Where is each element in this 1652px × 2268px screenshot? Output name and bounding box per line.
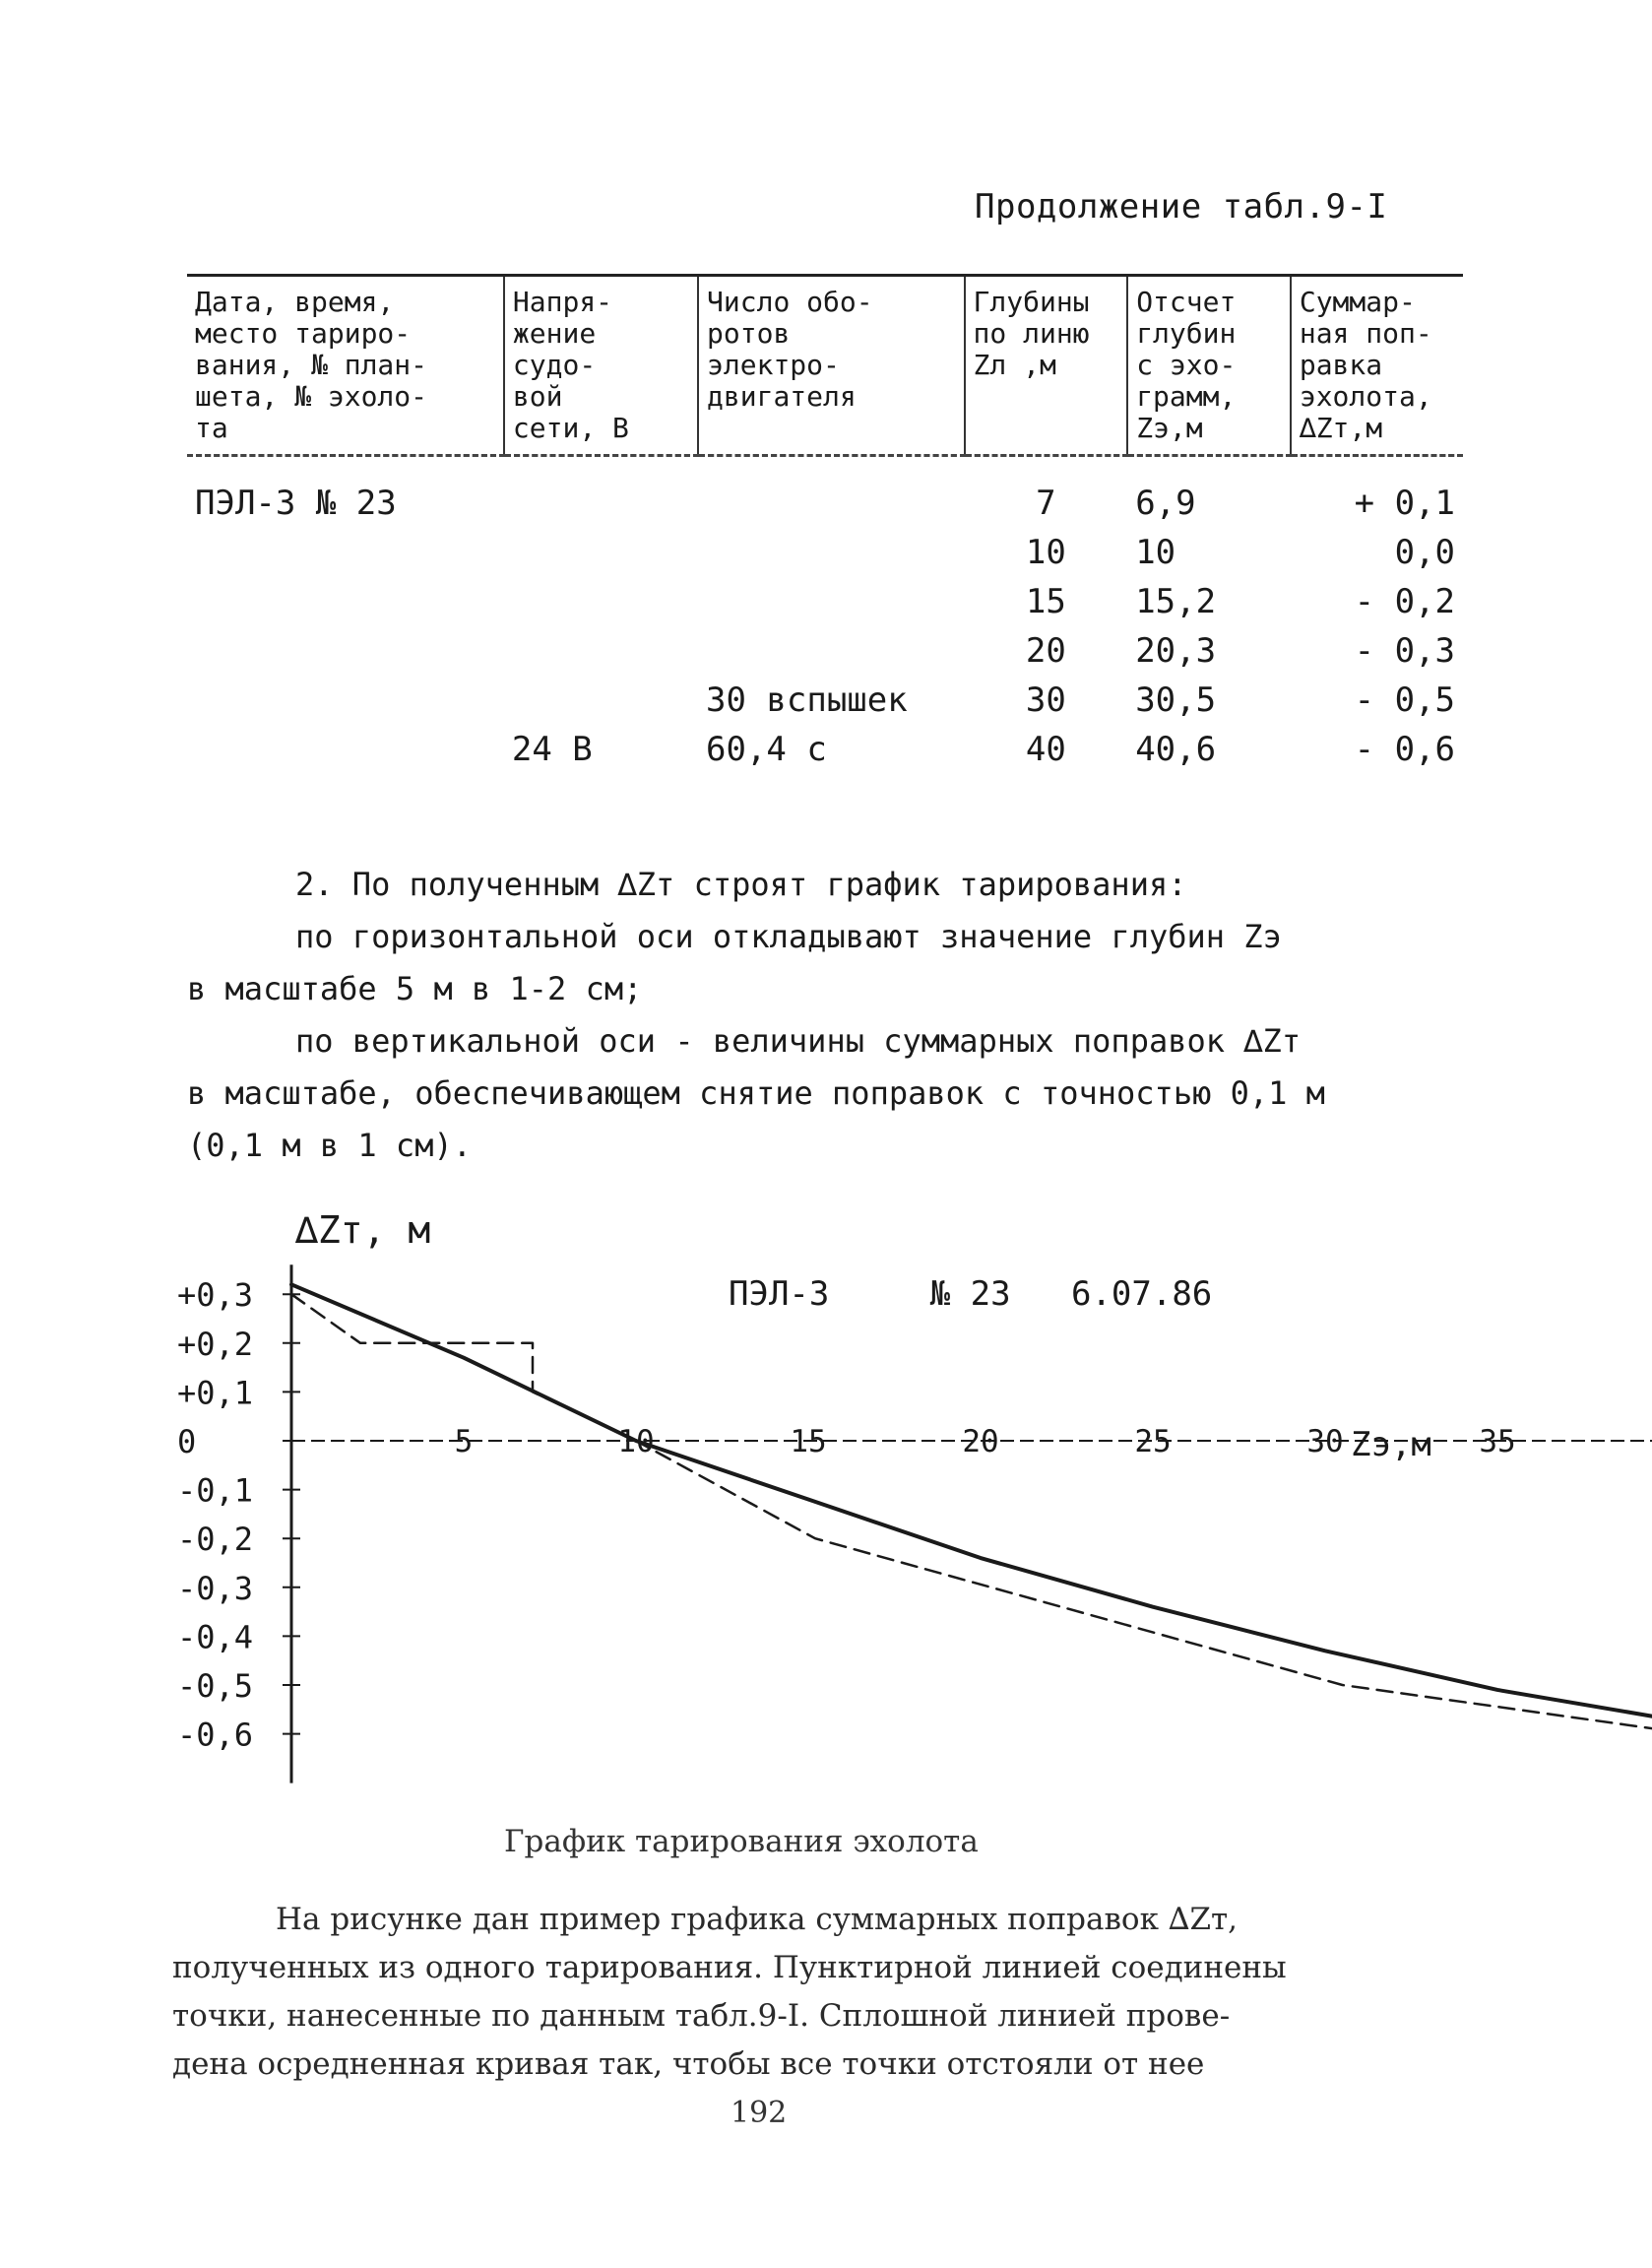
y-tick-label: +0,2 — [177, 1325, 254, 1363]
y-tick-label: +0,1 — [177, 1374, 254, 1412]
cell — [698, 626, 965, 676]
table-row — [187, 626, 1463, 676]
cell — [504, 626, 698, 676]
y-tick-label: -0,3 — [177, 1569, 254, 1607]
cell: 40 — [1025, 730, 1066, 769]
table-row — [187, 456, 1463, 529]
cell — [698, 577, 965, 626]
x-axis-label: Zэ,м — [1351, 1425, 1431, 1464]
cell: - 0,3 — [1354, 631, 1455, 671]
y-tick-label: -0,1 — [177, 1471, 254, 1510]
cell: 6,9 — [1135, 484, 1196, 523]
cell: - 0,5 — [1354, 680, 1455, 720]
cell: 20 — [1025, 631, 1066, 671]
cell: 30 вспышек — [706, 680, 908, 720]
cell — [187, 676, 504, 725]
cell: 10 — [1025, 533, 1066, 572]
paragraph-6: (0,1 м в 1 см). — [187, 1127, 472, 1164]
cell: 30,5 — [1135, 680, 1217, 720]
y-tick-label: -0,6 — [177, 1716, 254, 1754]
measured-points-line — [291, 1294, 1652, 1743]
y-tick-label: +0,3 — [177, 1276, 254, 1315]
cell: 40,6 — [1135, 730, 1217, 769]
x-tick-label: 25 — [1134, 1424, 1172, 1459]
body-line-3: точки, нанесенные по данным табл.9-I. Сплошной линией прове- — [172, 1998, 1231, 2034]
cell — [187, 577, 504, 626]
cell: 20,3 — [1135, 631, 1217, 671]
paragraph-1: 2. По полученным ∆Zт строят график тарирования: — [295, 866, 1187, 903]
col-header-rotations: Число обо- ротов электро- двигателя — [698, 276, 965, 456]
cell: - 0,6 — [1354, 730, 1455, 769]
cell — [698, 456, 965, 529]
col-header-date: Дата, время, место тариро- вания, № план- шета, № эхоло- та — [187, 276, 504, 456]
cell: 0,0 — [1394, 533, 1455, 572]
cell: 7 — [1036, 484, 1056, 523]
cell: 15,2 — [1135, 582, 1217, 621]
table-row — [187, 528, 1463, 577]
y-axis-label: ∆Zт, м — [295, 1208, 431, 1252]
y-tick-label: -0,2 — [177, 1521, 254, 1559]
x-tick-label: 15 — [790, 1424, 827, 1459]
cell: 60,4 с — [706, 730, 827, 769]
cell: 30 — [1025, 680, 1066, 720]
y-tick-label: -0,5 — [177, 1667, 254, 1705]
cell: 10 — [1135, 533, 1176, 572]
y-tick-label: -0,4 — [177, 1618, 254, 1656]
paragraph-4: по вертикальной оси - величины суммарных поправок ∆Zт — [295, 1022, 1302, 1060]
x-tick-label: 30 — [1306, 1424, 1344, 1459]
x-tick-label: 10 — [617, 1424, 655, 1459]
x-tick-label: 5 — [454, 1424, 474, 1459]
body-line-4: дена осредненная кривая так, чтобы все точки отстояли от нее — [172, 2046, 1205, 2082]
cell — [504, 577, 698, 626]
table-row — [187, 676, 1463, 725]
continuation-label: Продолжение табл.9-I — [975, 187, 1388, 227]
y-tick-label: 0 — [177, 1423, 197, 1460]
cell — [187, 725, 504, 774]
col-header-depth-echogram: Отсчет глубин с эхо- грамм, Zэ,м — [1127, 276, 1291, 456]
paragraph-5: в масштабе, обеспечивающем снятие поправок с точностью 0,1 м — [187, 1074, 1325, 1112]
col-header-correction: Суммар- ная поп- равка эхолота, ∆Zт,м — [1291, 276, 1463, 456]
x-tick-label: 35 — [1479, 1424, 1516, 1459]
paragraph-3: в масштабе 5 м в 1-2 см; — [187, 970, 643, 1007]
cell: 15 — [1025, 582, 1066, 621]
cell — [187, 528, 504, 577]
chart-title: ПЭЛ-3 № 23 6.07.86 — [729, 1274, 1213, 1314]
figure-caption: График тарирования эхолота — [504, 1824, 979, 1859]
col-header-depth-line: Глубины по линю Zл ,м — [965, 276, 1128, 456]
averaged-curve — [291, 1284, 1652, 1728]
cell — [504, 676, 698, 725]
cell: ПЭЛ-3 № 23 — [195, 484, 397, 523]
page-number: 192 — [731, 2096, 788, 2130]
cell: + 0,1 — [1354, 484, 1455, 523]
cell: 24 В — [511, 730, 593, 769]
calibration-chart — [0, 1182, 1652, 1812]
cell — [698, 528, 965, 577]
cell — [187, 626, 504, 676]
y-ticks — [177, 1276, 300, 1753]
cell — [504, 456, 698, 529]
body-line-2: полученных из одного тарирования. Пунктирной линией соединены — [172, 1950, 1287, 1985]
calibration-table — [187, 274, 1463, 774]
table-row — [187, 725, 1463, 774]
table-row — [187, 577, 1463, 626]
series-layer — [291, 1284, 1652, 1743]
body-line-1: На рисунке дан пример графика суммарных поправок ∆Zт, — [276, 1902, 1238, 1937]
cell: - 0,2 — [1354, 582, 1455, 621]
cell — [504, 528, 698, 577]
paragraph-2: по горизонтальной оси откладывают значение глубин Zэ — [295, 918, 1282, 955]
col-header-voltage: Напря- жение судо- вой сети, В — [504, 276, 698, 456]
x-tick-label: 20 — [962, 1424, 999, 1459]
